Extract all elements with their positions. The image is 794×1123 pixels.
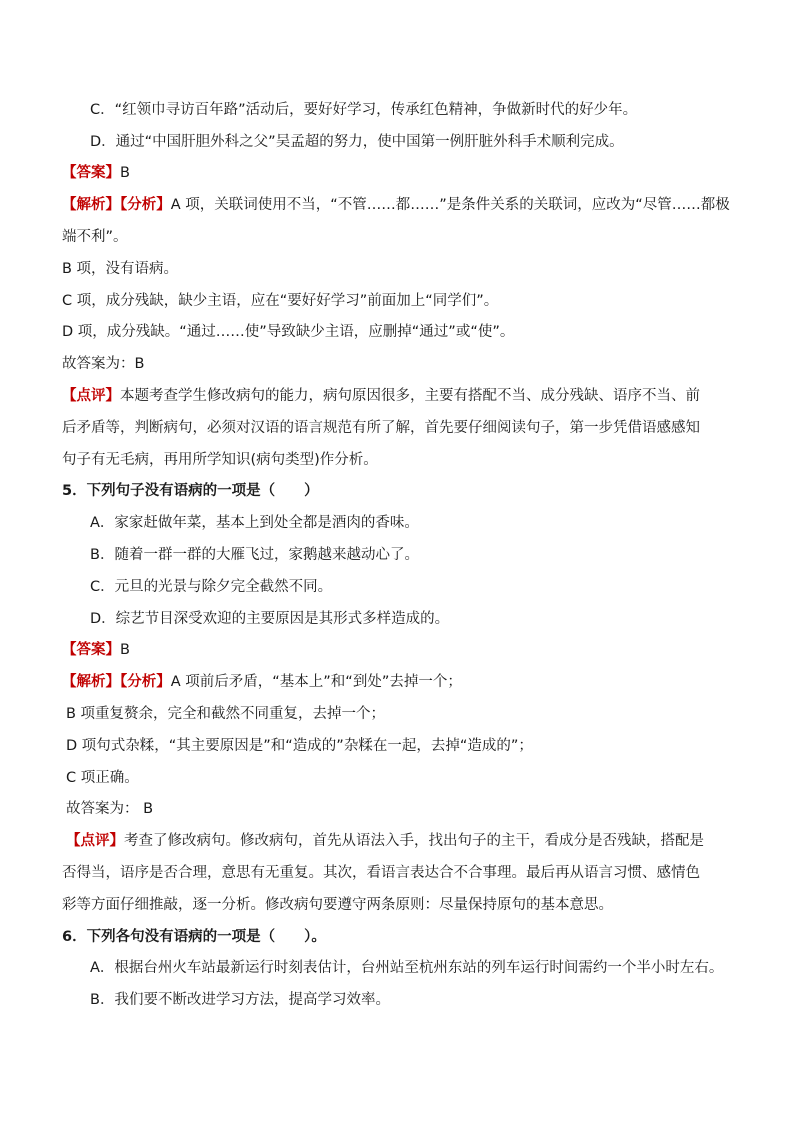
q5-comment-line2: 否得当，语序是否合理，意思有无重复。其次，看语言表达合不合事理。最后再从语言习惯、感情色 — [62, 865, 700, 881]
q4-analysis-line2: 端不利”。 — [62, 229, 128, 245]
q4-option-d: D．通过“中国肝胆外科之父”吴孟超的努力，使中国第一例肝脏外科手术顺利完成。 — [90, 134, 624, 150]
analysis-label: 【解析】【分析】 — [62, 197, 171, 213]
q5-option-b: B．随着一群一群的大雁飞过，家鹅越来越动心了。 — [90, 547, 419, 563]
q5-analysis-d: D 项句式杂糅，“其主要原因是”和“造成的”杂糅在一起，去掉“造成的”； — [66, 738, 533, 754]
q4-final-answer: 故答案为：B — [62, 356, 145, 372]
q4-answer — [62, 163, 130, 183]
q5-option-a: A．家家赶做年菜，基本上到处全都是酒肉的香味。 — [90, 515, 419, 531]
q4-analysis-d: D 项，成分残缺。“通过……使”导致缺少主语，应删掉“通过”或“使”。 — [62, 324, 515, 340]
q4-comment-line1: 【点评】本题考查学生修改病句的能力，病句原因很多，主要有搭配不当、成分残缺、语序不当、前 — [62, 388, 700, 404]
q5-analysis-a: 【解析】【分析】A 项前后矛盾，“基本上”和“到处”去掉一个； — [62, 674, 462, 690]
q4-analysis-c: C 项，成分残缺，缺少主语，应在“要好好学习”前面加上“同学们”。 — [62, 293, 499, 309]
q5-comment-line3: 彩等方面仔细推敲，逐一分析。修改病句要遵守两条原则：尽量保持原句的基本意思。 — [62, 897, 613, 913]
q6-stem: 6．下列各句没有语病的一项是（ ）。 — [62, 929, 326, 945]
q6-option-a: A．根据台州火车站最新运行时刻表估计，台州站至杭州东站的列车运行时间需约一个半小时左右。 — [90, 960, 724, 976]
q5-answer — [62, 640, 130, 660]
q5-analysis-c: C 项正确。 — [66, 770, 139, 786]
q5-final-answer: 故答案为： B — [66, 801, 154, 817]
q4-analysis-line1: 【解析】【分析】A 项，关联词使用不当，“不管……都……”是条件关系的关联词，应改为“尽管……都极 — [62, 197, 730, 213]
q4-comment-line2: 后矛盾等，判断病句，必须对汉语的语言规范有所了解，首先要仔细阅读句子，第一步凭借语感感知 — [62, 420, 700, 436]
analysis-label: 【解析】【分析】 — [62, 674, 171, 690]
answer-label: 【答案】 — [62, 642, 120, 658]
comment-label: 【点评】 — [66, 833, 124, 849]
q5-comment-line1: 【点评】考查了修改病句。修改病句，首先从语法入手，找出句子的主干，看成分是否残缺，搭配是 — [66, 833, 704, 849]
comment-label: 【点评】 — [62, 388, 120, 404]
answer-value: B — [120, 642, 130, 658]
answer-label: 【答案】 — [62, 165, 120, 181]
answer-value: B — [120, 165, 130, 181]
q5-analysis-b: B 项重复赘余，完全和截然不同重复，去掉一个； — [66, 706, 386, 722]
q5-option-c: C．元旦的光景与除夕完全截然不同。 — [90, 579, 333, 595]
q4-option-c: C．“红领巾寻访百年路”活动后，要好好学习，传承红色精神，争做新时代的好少年。 — [90, 102, 638, 118]
q4-comment-line3: 句子有无毛病，再用所学知识(病句类型)作分析。 — [62, 452, 378, 468]
q5-stem: 5．下列句子没有语病的一项是（ ） — [62, 483, 319, 499]
q6-option-b: B．我们要不断改进学习方法，提高学习效率。 — [90, 992, 390, 1008]
q5-option-d: D．综艺节目深受欢迎的主要原因是其形式多样造成的。 — [90, 611, 450, 627]
q4-analysis-b: B 项，没有语病。 — [62, 261, 179, 277]
